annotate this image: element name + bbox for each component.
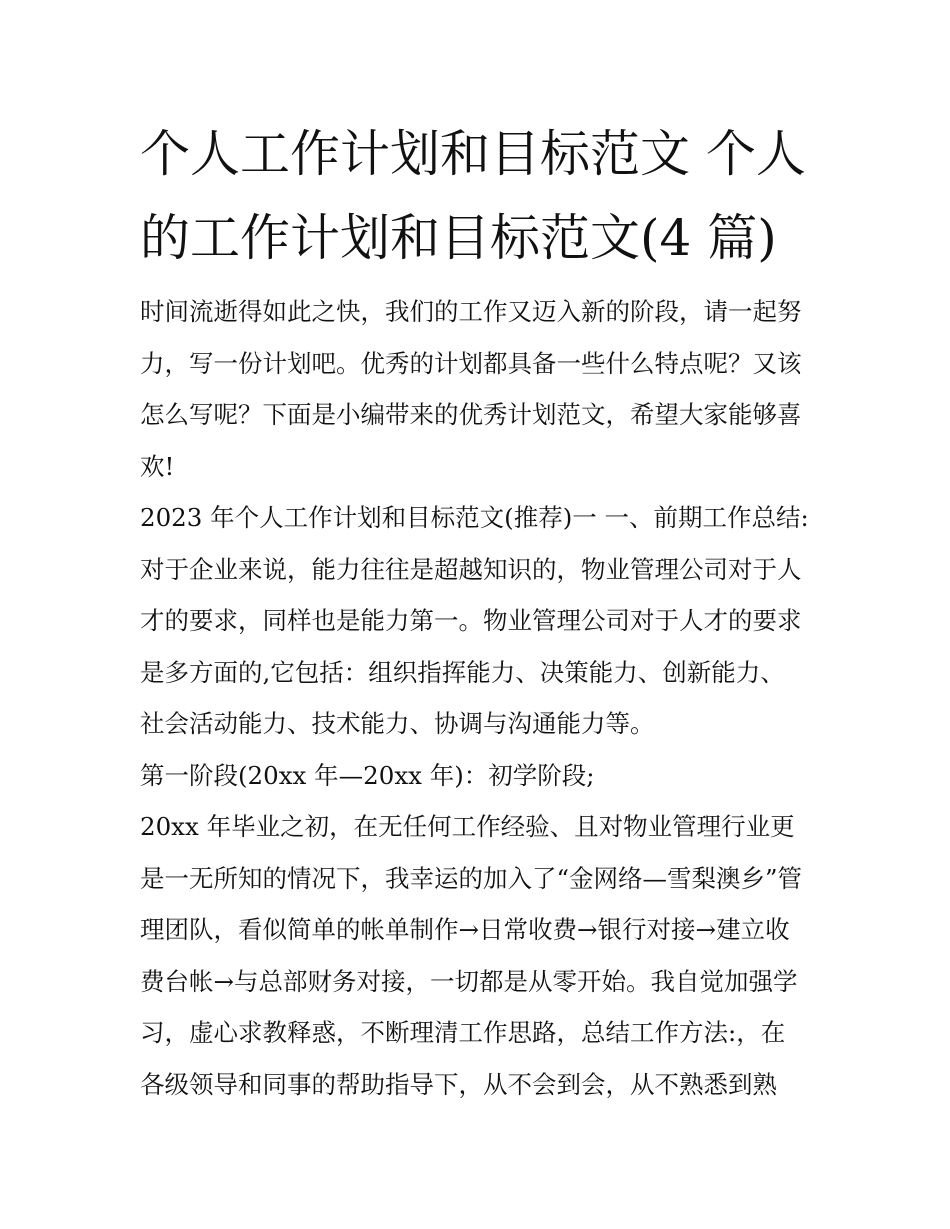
body-line: 才的要求，同样也是能力第一。物业管理公司对于人才的要求 xyxy=(140,606,802,635)
document-title xyxy=(140,112,812,280)
body-line: 第一阶段(20xx 年—20xx 年)：初学阶段; xyxy=(140,760,595,790)
body-line: 欢! xyxy=(140,451,175,481)
document-body xyxy=(140,286,812,1110)
body-line: 是多方面的,它包括：组织指挥能力、决策能力、创新能力、 xyxy=(140,657,785,687)
body-line: 社会活动能力、技术能力、协调与沟通能力等。 xyxy=(140,709,655,738)
body-line: 理团队，看似简单的帐单制作→日常收费→银行对接→建立收 xyxy=(140,915,790,944)
body-line: 习，虚心求教释惑，不断理清工作思路，总结工作方法:，在 xyxy=(140,1018,786,1047)
body-line: 2023 年个人工作计划和目标范文(推荐)一 一、前期工作总结: xyxy=(140,503,809,532)
body-line: 时间流逝得如此之快，我们的工作又迈入新的阶段，请一起努 xyxy=(140,297,802,326)
body-line: 力，写一份计划吧。优秀的计划都具备一些什么特点呢？又该 xyxy=(140,348,802,378)
body-line: 20xx 年毕业之初，在无任何工作经验、且对物业管理行业更 xyxy=(140,812,795,841)
body-line: 费台帐→与总部财务对接，一切都是从零开始。我自觉加强学 xyxy=(140,966,798,996)
title-line: 的工作计划和目标范文(4 篇) xyxy=(140,209,777,267)
body-line: 各级领导和同事的帮助指导下，从不会到会，从不熟悉到熟 xyxy=(140,1069,777,1099)
document-content xyxy=(140,112,812,1110)
body-line: 对于企业来说，能力往往是超越知识的，物业管理公司对于人 xyxy=(140,554,802,584)
body-line: 是一无所知的情况下，我幸运的加入了“金网络—雪梨澳乡”管 xyxy=(140,863,803,893)
body-line: 怎么写呢？下面是小编带来的优秀计划范文，希望大家能够喜 xyxy=(140,400,802,429)
title-line: 个人工作计划和目标范文 个人 xyxy=(140,125,806,183)
